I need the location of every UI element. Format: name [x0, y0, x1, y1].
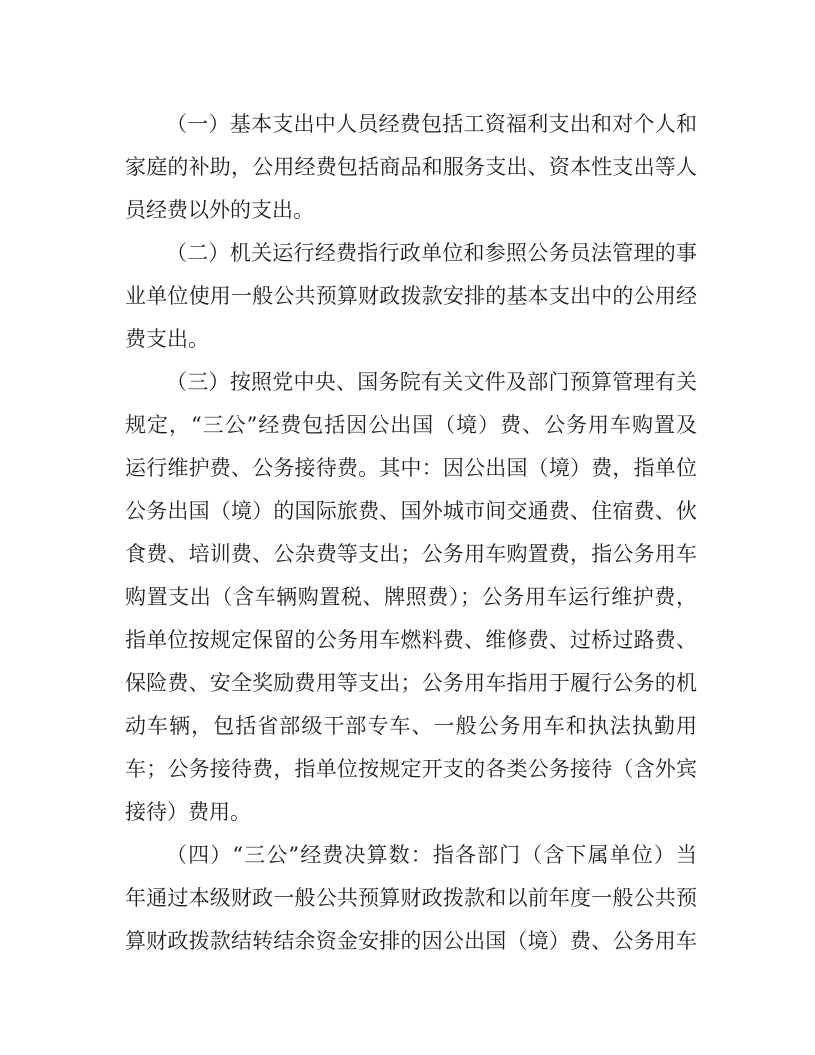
- paragraph-1-line-1: （一）基本支出中人员经费包括工资福利支出和对个人和: [166, 112, 697, 136]
- paragraph-3-line-4: 公务出国（境）的国际旅费、国外城市间交通费、住宿费、伙: [125, 499, 697, 523]
- paragraph-3-line-6: 购置支出（含车辆购置税、牌照费）；公务用车运行维护费，: [125, 585, 697, 609]
- paragraph-3-line-3: 运行维护费、公务接待费。其中：因公出国（境）费，指单位: [125, 456, 697, 480]
- paragraph-3-line-5: 食费、培训费、公杂费等支出；公务用车购置费，指公务用车: [125, 542, 697, 566]
- paragraph-3-line-9: 动车辆，包括省部级干部专车、一般公务用车和执法执勤用: [125, 714, 697, 738]
- paragraph-3-line-10: 车；公务接待费，指单位按规定开支的各类公务接待（含外宾: [125, 757, 697, 781]
- paragraph-3-line-8: 保险费、安全奖励费用等支出；公务用车指用于履行公务的机: [125, 671, 697, 695]
- paragraph-3-line-7: 指单位按规定保留的公务用车燃料费、维修费、过桥过路费、: [125, 628, 697, 652]
- paragraph-3-line-2: 规定，“三公”经费包括因公出国（境）费、公务用车购置及: [125, 413, 697, 437]
- paragraph-2-line-3: 费支出。: [125, 327, 209, 351]
- paragraph-3-line-1: （三）按照党中央、国务院有关文件及部门预算管理有关: [166, 370, 697, 394]
- paragraph-4-line-3: 算财政拨款结转结余资金安排的因公出国（境）费、公务用车: [125, 929, 697, 953]
- paragraph-4-line-2: 年通过本级财政一般公共预算财政拨款和以前年度一般公共预: [125, 886, 697, 910]
- paragraph-1-line-3: 员经费以外的支出。: [125, 198, 314, 222]
- paragraph-3-line-11: 接待）费用。: [125, 800, 251, 824]
- paragraph-2-line-1: （二）机关运行经费指行政单位和参照公务员法管理的事: [166, 241, 697, 265]
- paragraph-4-line-1: （四）“三公”经费决算数：指各部门（含下属单位）当: [166, 843, 697, 867]
- paragraph-1-line-2: 家庭的补助，公用经费包括商品和服务支出、资本性支出等人: [125, 155, 697, 179]
- paragraph-2-line-2: 业单位使用一般公共预算财政拨款安排的基本支出中的公用经: [125, 284, 697, 308]
